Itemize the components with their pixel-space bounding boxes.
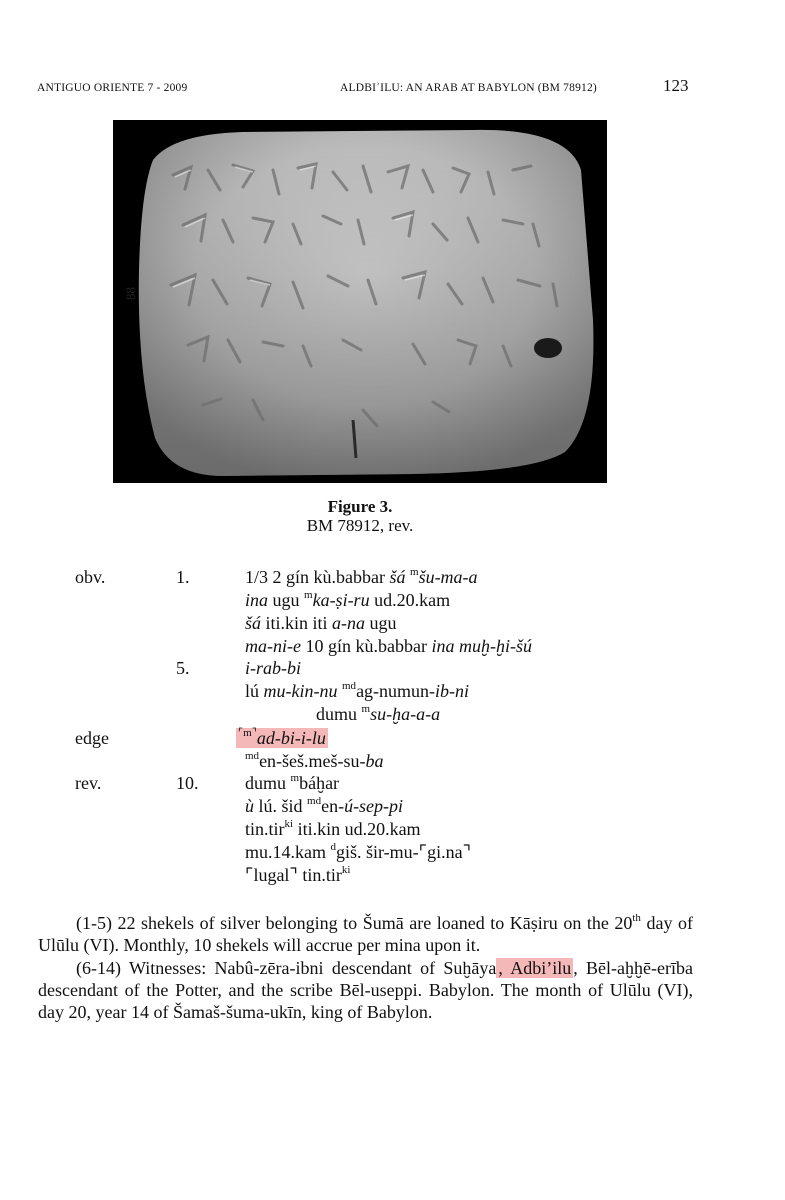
tablet-margin-mark: 88 (123, 287, 138, 300)
translit-line-4: ma-ni-e 10 gín kù.babbar ina muḫ-ḫi-šú (245, 636, 532, 656)
page-number: 123 (663, 76, 689, 95)
tablet-photo (113, 120, 607, 483)
line-number-10: 10. (176, 773, 199, 793)
translit-line-1: 1/3 2 gín kù.babbar šá $^m$šu-ma-a (245, 566, 478, 587)
line-number-1: 1. (176, 567, 190, 587)
side-label-edge: edge (75, 728, 109, 748)
translit-line-13: mu.14.kam $^d$giš. šir-mu-⌜gi.na⌝ (245, 841, 471, 862)
line-number-5: 5. (176, 658, 190, 678)
translation-paragraph-1: (1-5) 22 shekels of silver belonging to Šumā are loaned to Kāṣiru on the 20th day of Ulūlu (VI). Monthly, 10 shekels will accrue per mina upon it. (38, 912, 693, 955)
side-label-obverse: obv. (75, 567, 106, 587)
translit-line-12: tin.tir$^{ki}$ iti.kin ud.20.kam (245, 818, 421, 839)
translit-line-9: $^{md}$en-šeš.meš-su-ba (245, 750, 384, 771)
translit-line-11: ù lú. šid $^{md}$en-ú-sep-pi (245, 795, 404, 816)
translit-line-14: ⌜lugal⌝ tin.tir$^{ki}$ (245, 864, 351, 885)
running-header-left: ANTIGUO ORIENTE 7 - 2009 (37, 82, 188, 94)
figure-title: Figure 3. (327, 497, 393, 516)
translit-line-3: šá iti.kin iti a-na ugu (245, 613, 397, 633)
side-label-reverse: rev. (75, 773, 102, 793)
translit-line-2: ina ugu $^m$ka-ṣi-ru ud.20.kam (245, 589, 451, 610)
translit-line-7: dumu $^m$su-ḫa-a-a (316, 703, 441, 724)
translit-line-6: lú mu-kin-nu $^{md}$ag-numun-ib-ni (245, 680, 470, 701)
figure-caption: BM 78912, rev. (306, 516, 414, 535)
translit-line-5: i-rab-bi (245, 658, 301, 678)
translation-paragraph-2: (6-14) Witnesses: Nabû-zēra-ibni descendant of Suḫāya , Adbi’ilu , Bēl-aḫḫē-erība descendant of the Potter, and the scribe Bēl-useppi. Babylon. The month of Ulūlu (VI), day 20, year 14 of Šamaš-šuma-ukīn, king of Babylon. (38, 958, 693, 1022)
highlight-adbi-ilu: $^{⌜m⌝}$ad-bi-i-lu (238, 727, 326, 748)
running-header-right: ALDBIʾILU: AN ARAB AT BABYLON (BM 78912) (340, 82, 597, 94)
translit-line-10: dumu $^m$báḫar (245, 772, 340, 793)
translit-line-8 (236, 727, 328, 749)
highlight-adbiilu: , Adbi’ilu (498, 958, 572, 978)
